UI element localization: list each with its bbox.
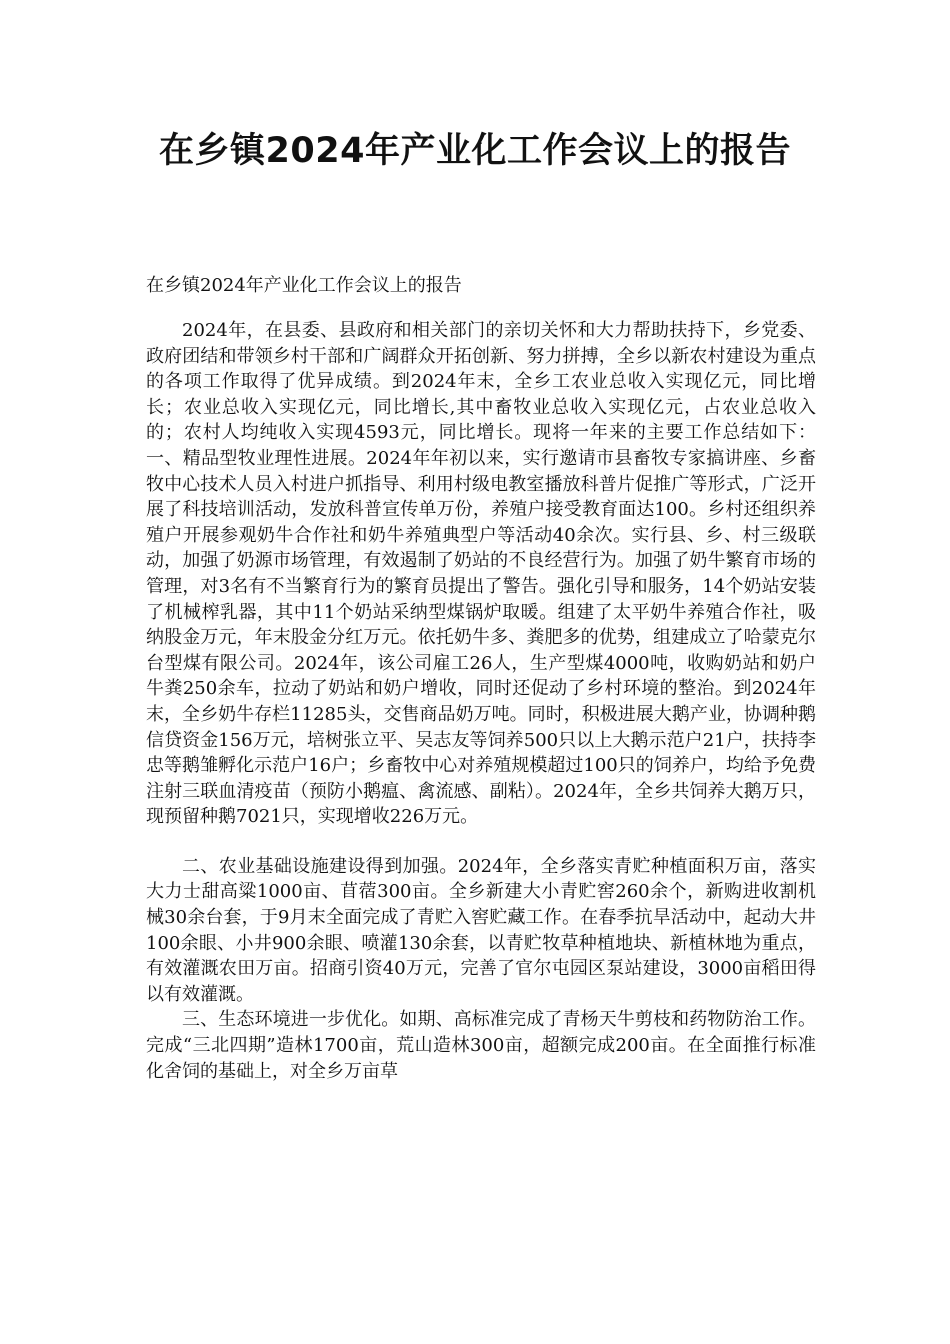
paragraph-3: 三、生态环境进一步优化。如期、高标准完成了青杨天牛剪枝和药物防治工作。完成“三北四期”造林1700亩，荒山造林300亩，超额完成200亩。在全面推行标准化舍饲的基础上，对全乡万亩草	[146, 1009, 816, 1082]
paragraph-2: 二、农业基础设施建设得到加强。2024年，全乡落实青贮种植面积万亩，落实大力士甜高粱1000亩、苜蓿300亩。全乡新建大小青贮窖260余个，新购进收割机械30余台套，于9月末全面完成了青贮入窖贮藏工作。在春季抗旱活动中，起动大井100余眼、小井900余眼、喷灌130余套，以青贮牧草种植地块、新植林地为重点，有效灌溉农田万亩。招商引资40万元，完善了官尔屯园区泵站建设，3000亩稻田得以有效灌溉。	[146, 855, 816, 1005]
paragraph-1: 2024年，在县委、县政府和相关部门的亲切关怀和大力帮助扶持下，乡党委、政府团结和带领乡村干部和广阔群众开拓创新、努力拼搏，全乡以新农村建设为重点的各项工作取得了优异成绩。到2024年末，全乡工农业总收入实现亿元，同比增长；农业总收入实现亿元，同比增长,其中畜牧业总收入实现亿元，占农业总收入的；农村人均纯收入实现4593元，同比增长。现将一年来的主要工作总结如下：一、精品型牧业理性进展。2024年年初以来，实行邀请市县畜牧专家搞讲座、乡畜牧中心技术人员入村进户抓指导、利用村级电教室播放科普片促推广等形式，广泛开展了科技培训活动，发放科普宣传单万份，养殖户接受教育面达100。乡村还组织养殖户开展参观奶牛合作社和奶牛养殖典型户等活动40余次。实行县、乡、村三级联动，加强了奶源市场管理，有效遏制了奶站的不良经营行为。加强了奶牛繁育市场的管理，对3名有不当繁育行为的繁育员提出了警告。强化引导和服务，14个奶站安装了机械榨乳器，其中11个奶站采纳型煤锅炉取暖。组建了太平奶牛养殖合作社，吸纳股金万元，年末股金分红万元。依托奶牛多、粪肥多的优势，组建成立了哈蒙克尔台型煤有限公司。2024年，该公司雇工26人，生产型煤4000吨，收购奶站和奶户牛粪250余车，拉动了奶站和奶户增收，同时还促动了乡村环境的整治。到2024年末，全乡奶牛存栏11285头，交售商品奶万吨。同时，积极进展大鹅产业，协调种鹅信贷资金156万元，培树张立平、吴志友等饲养500只以上大鹅示范户21户，扶持李忠等鹅雏孵化示范户16户；乡畜牧中心对养殖规模超过100只的饲养户，均给予免费注射三联血清疫苗（预防小鹅瘟、禽流感、副粘）。2024年，全乡共饲养大鹅万只，现预留种鹅7021只，实现增收226万元。	[146, 320, 816, 828]
document-body	[146, 318, 816, 1084]
document-title: 在乡镇2024年产业化工作会议上的报告	[159, 131, 791, 171]
document-subtitle: 在乡镇2024年产业化工作会议上的报告	[146, 275, 462, 296]
